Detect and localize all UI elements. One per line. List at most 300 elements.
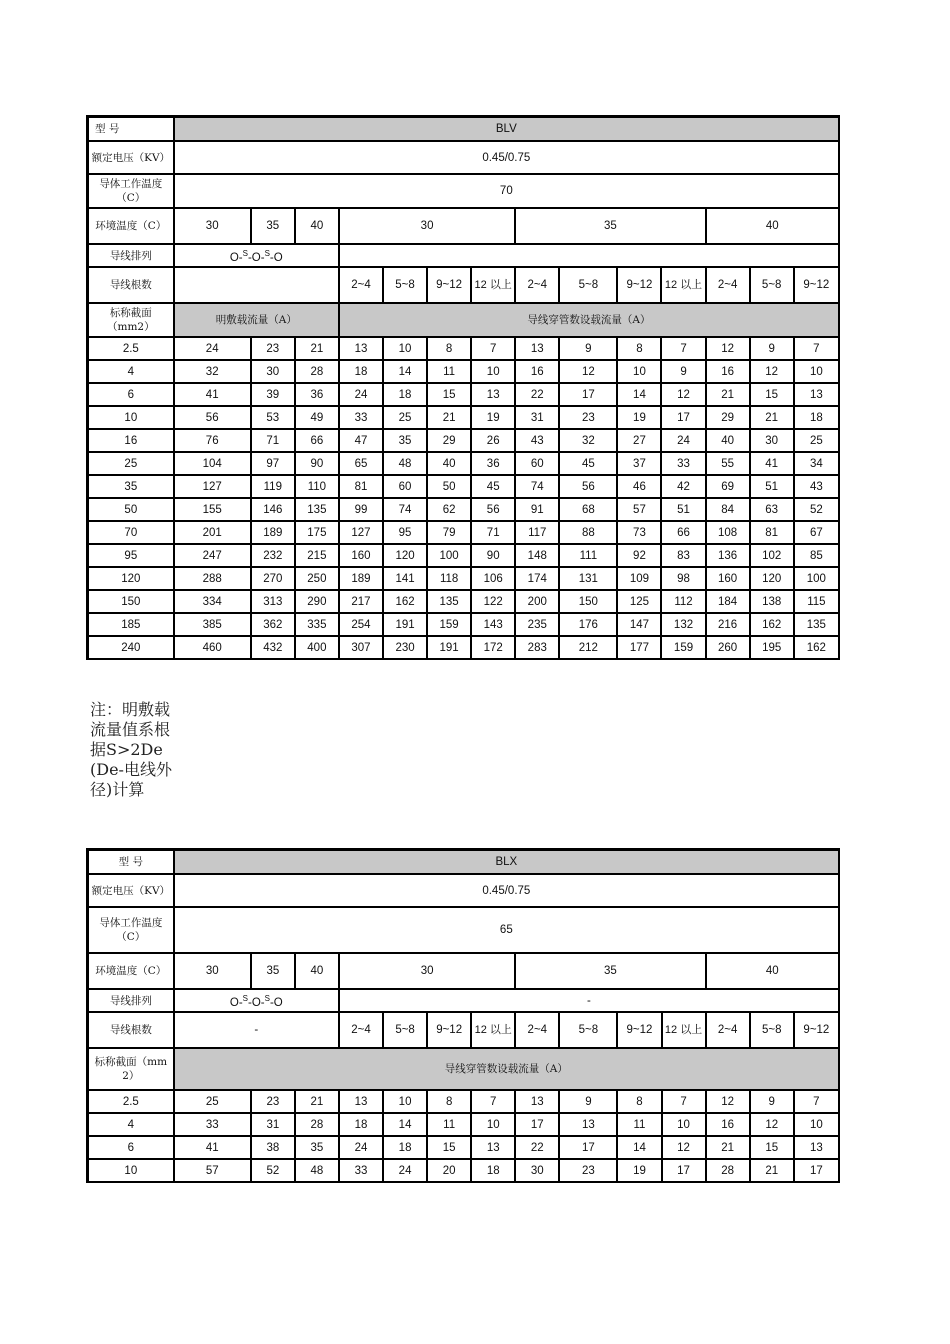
ampacity-cell: 12 xyxy=(706,1090,750,1113)
wire-count-cell: 9~12 xyxy=(427,267,471,303)
ampacity-cell: 110 xyxy=(295,475,339,498)
ampacity-cell: 127 xyxy=(339,521,383,544)
ampacity-cell: 66 xyxy=(661,521,705,544)
model-row xyxy=(88,117,840,142)
ampacity-cell: 33 xyxy=(339,1159,383,1182)
ampacity-cell: 14 xyxy=(617,1136,661,1159)
ampacity-cell: 30 xyxy=(515,1159,559,1182)
ampacity-cell: 26 xyxy=(471,429,515,452)
voltage-value: 0.45/0.75 xyxy=(174,874,839,907)
model-value: BLX xyxy=(174,850,839,875)
wire-count-cell: 2~4 xyxy=(339,1012,383,1048)
table-row xyxy=(88,360,840,383)
ampacity-cell: 11 xyxy=(427,360,471,383)
ampacity-cell: 10 xyxy=(662,1113,706,1136)
ampacity-cell: 10 xyxy=(794,360,839,383)
ambient-pipe-40: 40 xyxy=(706,208,839,244)
table-row xyxy=(88,636,840,659)
ampacity-cell: 400 xyxy=(295,636,339,659)
cross-section-cell: 10 xyxy=(88,406,174,429)
conductor-temp-label: 导体工作温度（C） xyxy=(88,907,174,953)
ampacity-cell: 84 xyxy=(706,498,750,521)
ampacity-cell: 25 xyxy=(794,429,839,452)
ampacity-cell: 290 xyxy=(295,590,339,613)
ampacity-cell: 57 xyxy=(617,498,661,521)
ampacity-cell: 60 xyxy=(515,452,559,475)
ampacity-cell: 25 xyxy=(383,406,427,429)
ampacity-cell: 18 xyxy=(339,1113,383,1136)
ampacity-cell: 67 xyxy=(794,521,839,544)
ampacity-cell: 92 xyxy=(617,544,661,567)
cross-section-cell: 16 xyxy=(88,429,174,452)
wire-count-label: 导线根数 xyxy=(88,267,174,303)
table-row xyxy=(88,1159,840,1182)
ampacity-cell: 23 xyxy=(251,337,295,360)
ampacity-cell: 22 xyxy=(515,383,559,406)
wire-count-cell: 5~8 xyxy=(750,267,794,303)
ampacity-cell: 177 xyxy=(617,636,661,659)
ampacity-cell: 12 xyxy=(559,360,617,383)
cross-section-cell: 2.5 xyxy=(88,337,174,360)
ampacity-cell: 283 xyxy=(515,636,559,659)
ampacity-cell: 174 xyxy=(515,567,559,590)
ampacity-cell: 63 xyxy=(750,498,794,521)
ampacity-cell: 115 xyxy=(794,590,839,613)
ampacity-cell: 81 xyxy=(339,475,383,498)
wire-count-cell: 5~8 xyxy=(559,1012,617,1048)
ampacity-cell: 65 xyxy=(339,452,383,475)
ampacity-cell: 8 xyxy=(617,337,661,360)
ambient-pipe-35: 35 xyxy=(515,953,705,989)
model-label: 型 号 xyxy=(88,117,174,142)
ampacity-cell: 7 xyxy=(794,337,839,360)
arrangement-row xyxy=(88,244,840,267)
pipe-header: 导线穿管数设载流量（A） xyxy=(339,303,839,337)
ampacity-cell: 191 xyxy=(383,613,427,636)
ampacity-cell: 18 xyxy=(339,360,383,383)
ampacity-cell: 24 xyxy=(661,429,705,452)
ampacity-cell: 40 xyxy=(427,452,471,475)
cross-section-cell: 6 xyxy=(88,383,174,406)
ampacity-cell: 10 xyxy=(471,1113,515,1136)
cross-section-cell: 50 xyxy=(88,498,174,521)
ampacity-cell: 127 xyxy=(174,475,251,498)
conductor-temp-value: 70 xyxy=(174,174,839,208)
ampacity-cell: 30 xyxy=(251,360,295,383)
table-row xyxy=(88,1113,840,1136)
ampacity-cell: 10 xyxy=(471,360,515,383)
ampacity-cell: 18 xyxy=(383,1136,427,1159)
ampacity-cell: 33 xyxy=(661,452,705,475)
voltage-row xyxy=(88,874,840,907)
section-header-row xyxy=(88,1048,840,1090)
ampacity-cell: 189 xyxy=(251,521,295,544)
wire-count-cell: 12 以上 xyxy=(661,267,705,303)
ampacity-cell: 32 xyxy=(559,429,617,452)
ampacity-cell: 254 xyxy=(339,613,383,636)
ampacity-cell: 52 xyxy=(794,498,839,521)
cross-section-cell: 2.5 xyxy=(88,1090,174,1113)
ampacity-cell: 13 xyxy=(339,337,383,360)
ampacity-cell: 155 xyxy=(174,498,251,521)
blv-spec-table xyxy=(86,115,840,660)
ampacity-cell: 49 xyxy=(295,406,339,429)
ampacity-cell: 8 xyxy=(617,1090,661,1113)
ampacity-cell: 38 xyxy=(251,1136,295,1159)
ampacity-cell: 10 xyxy=(617,360,661,383)
ampacity-cell: 69 xyxy=(706,475,750,498)
ampacity-cell: 21 xyxy=(295,1090,339,1113)
ampacity-cell: 125 xyxy=(617,590,661,613)
ampacity-cell: 7 xyxy=(794,1090,839,1113)
ampacity-cell: 24 xyxy=(339,383,383,406)
wire-count-label: 导线根数 xyxy=(88,1012,174,1048)
voltage-label: 额定电压（KV） xyxy=(88,874,174,907)
ampacity-cell: 71 xyxy=(471,521,515,544)
ampacity-cell: 13 xyxy=(559,1113,617,1136)
wire-count-cell: 5~8 xyxy=(750,1012,794,1048)
ampacity-cell: 27 xyxy=(617,429,661,452)
ampacity-cell: 160 xyxy=(339,544,383,567)
ampacity-cell: 135 xyxy=(295,498,339,521)
voltage-label: 额定电压（KV） xyxy=(88,141,174,174)
ampacity-cell: 135 xyxy=(427,590,471,613)
wire-count-cell: 9~12 xyxy=(427,1012,471,1048)
ampacity-cell: 162 xyxy=(794,636,839,659)
ampacity-cell: 12 xyxy=(750,360,794,383)
ampacity-cell: 335 xyxy=(295,613,339,636)
ambient-temp-label: 环境温度（C） xyxy=(88,953,174,989)
ambient-temp-row xyxy=(88,953,840,989)
cross-section-cell: 35 xyxy=(88,475,174,498)
ampacity-cell: 7 xyxy=(471,1090,515,1113)
ambient-open-30: 30 xyxy=(174,208,251,244)
ampacity-cell: 21 xyxy=(706,383,750,406)
ampacity-cell: 122 xyxy=(471,590,515,613)
cross-section-cell: 185 xyxy=(88,613,174,636)
ampacity-cell: 43 xyxy=(794,475,839,498)
voltage-value: 0.45/0.75 xyxy=(174,141,839,174)
ampacity-cell: 176 xyxy=(559,613,617,636)
ampacity-cell: 95 xyxy=(383,521,427,544)
ampacity-cell: 22 xyxy=(515,1136,559,1159)
ampacity-cell: 17 xyxy=(559,1136,617,1159)
cross-section-cell: 150 xyxy=(88,590,174,613)
ampacity-cell: 12 xyxy=(662,1136,706,1159)
ampacity-cell: 100 xyxy=(794,567,839,590)
ampacity-cell: 18 xyxy=(471,1159,515,1182)
ampacity-cell: 36 xyxy=(471,452,515,475)
table-row xyxy=(88,567,840,590)
wire-count-row xyxy=(88,1012,840,1048)
ampacity-cell: 74 xyxy=(383,498,427,521)
ampacity-cell: 212 xyxy=(559,636,617,659)
ampacity-cell: 41 xyxy=(750,452,794,475)
wire-count-cell: 2~4 xyxy=(515,267,559,303)
table-row xyxy=(88,498,840,521)
ampacity-cell: 13 xyxy=(515,337,559,360)
ampacity-cell: 13 xyxy=(471,1136,515,1159)
ampacity-cell: 21 xyxy=(750,406,794,429)
ampacity-cell: 85 xyxy=(794,544,839,567)
ampacity-cell: 74 xyxy=(515,475,559,498)
arrangement-pipe xyxy=(339,244,839,267)
ampacity-cell: 91 xyxy=(515,498,559,521)
ampacity-cell: 88 xyxy=(559,521,617,544)
cross-section-label: 标称截面（mm2） xyxy=(88,303,174,337)
ampacity-cell: 385 xyxy=(174,613,251,636)
ampacity-cell: 141 xyxy=(383,567,427,590)
ampacity-cell: 13 xyxy=(515,1090,559,1113)
ampacity-cell: 62 xyxy=(427,498,471,521)
ambient-open-40: 40 xyxy=(295,208,339,244)
ampacity-cell: 33 xyxy=(174,1113,251,1136)
ampacity-cell: 148 xyxy=(515,544,559,567)
ampacity-cell: 118 xyxy=(427,567,471,590)
ampacity-cell: 175 xyxy=(295,521,339,544)
ampacity-cell: 17 xyxy=(794,1159,839,1182)
ampacity-cell: 21 xyxy=(750,1159,794,1182)
ampacity-cell: 12 xyxy=(706,337,750,360)
ampacity-cell: 9 xyxy=(661,360,705,383)
ampacity-cell: 35 xyxy=(383,429,427,452)
table-row xyxy=(88,544,840,567)
ampacity-cell: 9 xyxy=(750,337,794,360)
ampacity-cell: 90 xyxy=(471,544,515,567)
ampacity-cell: 23 xyxy=(559,406,617,429)
ampacity-cell: 136 xyxy=(706,544,750,567)
ampacity-cell: 53 xyxy=(251,406,295,429)
arrangement-label: 导线排列 xyxy=(88,989,174,1012)
ampacity-cell: 232 xyxy=(251,544,295,567)
ampacity-cell: 288 xyxy=(174,567,251,590)
ampacity-cell: 18 xyxy=(794,406,839,429)
ampacity-cell: 43 xyxy=(515,429,559,452)
table-row xyxy=(88,429,840,452)
ampacity-cell: 52 xyxy=(251,1159,295,1182)
ampacity-cell: 150 xyxy=(559,590,617,613)
ampacity-cell: 28 xyxy=(295,360,339,383)
ampacity-cell: 146 xyxy=(251,498,295,521)
pipe-header: 导线穿管数设载流量（A） xyxy=(174,1048,839,1090)
ampacity-cell: 16 xyxy=(706,360,750,383)
conductor-temp-row xyxy=(88,907,840,953)
ampacity-cell: 90 xyxy=(295,452,339,475)
ampacity-cell: 201 xyxy=(174,521,251,544)
cross-section-cell: 6 xyxy=(88,1136,174,1159)
ampacity-cell: 17 xyxy=(559,383,617,406)
ampacity-cell: 162 xyxy=(383,590,427,613)
arrangement-open: O-$^S$-O-$^S$-O xyxy=(174,244,339,267)
cross-section-cell: 70 xyxy=(88,521,174,544)
ampacity-cell: 147 xyxy=(617,613,661,636)
ampacity-cell: 159 xyxy=(427,613,471,636)
ampacity-cell: 99 xyxy=(339,498,383,521)
ampacity-cell: 36 xyxy=(295,383,339,406)
ampacity-cell: 15 xyxy=(427,383,471,406)
ampacity-cell: 200 xyxy=(515,590,559,613)
ampacity-cell: 119 xyxy=(251,475,295,498)
ampacity-cell: 56 xyxy=(174,406,251,429)
model-value: BLV xyxy=(174,117,839,142)
ampacity-cell: 14 xyxy=(383,360,427,383)
ampacity-cell: 362 xyxy=(251,613,295,636)
ampacity-cell: 68 xyxy=(559,498,617,521)
ampacity-cell: 120 xyxy=(750,567,794,590)
table-row xyxy=(88,613,840,636)
ampacity-cell: 235 xyxy=(515,613,559,636)
ampacity-cell: 143 xyxy=(471,613,515,636)
ampacity-cell: 13 xyxy=(339,1090,383,1113)
wire-count-cell: 5~8 xyxy=(559,267,617,303)
ampacity-cell: 7 xyxy=(661,337,705,360)
cross-section-cell: 120 xyxy=(88,567,174,590)
ampacity-cell: 8 xyxy=(427,1090,471,1113)
table-row xyxy=(88,590,840,613)
ampacity-cell: 106 xyxy=(471,567,515,590)
ampacity-cell: 57 xyxy=(174,1159,251,1182)
ampacity-cell: 215 xyxy=(295,544,339,567)
cross-section-cell: 4 xyxy=(88,1113,174,1136)
ampacity-cell: 11 xyxy=(617,1113,661,1136)
ampacity-cell: 66 xyxy=(295,429,339,452)
wire-count-cell: 12 以上 xyxy=(471,267,515,303)
ampacity-cell: 28 xyxy=(706,1159,750,1182)
wire-count-cell: 5~8 xyxy=(383,1012,427,1048)
ampacity-cell: 17 xyxy=(662,1159,706,1182)
ampacity-cell: 83 xyxy=(661,544,705,567)
ampacity-cell: 29 xyxy=(706,406,750,429)
ambient-pipe-30: 30 xyxy=(339,953,515,989)
conductor-temp-row xyxy=(88,174,840,208)
ampacity-cell: 34 xyxy=(794,452,839,475)
section-header-row xyxy=(88,303,840,337)
ampacity-cell: 48 xyxy=(295,1159,339,1182)
ampacity-cell: 39 xyxy=(251,383,295,406)
model-row xyxy=(88,850,840,875)
ampacity-cell: 71 xyxy=(251,429,295,452)
ampacity-cell: 23 xyxy=(251,1090,295,1113)
ampacity-cell: 76 xyxy=(174,429,251,452)
ampacity-cell: 260 xyxy=(706,636,750,659)
ampacity-cell: 19 xyxy=(617,1159,661,1182)
ampacity-cell: 21 xyxy=(427,406,471,429)
ampacity-cell: 7 xyxy=(471,337,515,360)
ampacity-cell: 15 xyxy=(750,383,794,406)
ampacity-cell: 28 xyxy=(295,1113,339,1136)
ampacity-cell: 33 xyxy=(339,406,383,429)
arrangement-pipe: - xyxy=(339,989,839,1012)
table-row xyxy=(88,1136,840,1159)
wire-count-cell: 5~8 xyxy=(383,267,427,303)
conductor-temp-label: 导体工作温度（C） xyxy=(88,174,174,208)
cross-section-cell: 25 xyxy=(88,452,174,475)
ampacity-cell: 270 xyxy=(251,567,295,590)
ampacity-cell: 172 xyxy=(471,636,515,659)
ampacity-cell: 24 xyxy=(383,1159,427,1182)
ampacity-cell: 32 xyxy=(174,360,251,383)
ampacity-cell: 25 xyxy=(174,1090,251,1113)
ambient-pipe-30: 30 xyxy=(339,208,515,244)
wire-count-cell: 9~12 xyxy=(617,267,661,303)
ampacity-cell: 104 xyxy=(174,452,251,475)
ampacity-cell: 37 xyxy=(617,452,661,475)
wire-count-cell: 2~4 xyxy=(339,267,383,303)
ambient-temp-label: 环境温度（C） xyxy=(88,208,174,244)
ampacity-cell: 98 xyxy=(661,567,705,590)
ampacity-cell: 73 xyxy=(617,521,661,544)
wire-count-cell: 2~4 xyxy=(515,1012,559,1048)
ampacity-cell: 10 xyxy=(794,1113,839,1136)
ampacity-cell: 111 xyxy=(559,544,617,567)
ampacity-cell: 12 xyxy=(750,1113,794,1136)
ampacity-cell: 160 xyxy=(706,567,750,590)
wire-count-cell: 2~4 xyxy=(706,267,750,303)
ampacity-cell: 29 xyxy=(427,429,471,452)
ampacity-cell: 18 xyxy=(383,383,427,406)
ampacity-cell: 460 xyxy=(174,636,251,659)
ampacity-cell: 250 xyxy=(295,567,339,590)
wire-count-open: - xyxy=(174,1012,339,1048)
ampacity-cell: 307 xyxy=(339,636,383,659)
ampacity-cell: 138 xyxy=(750,590,794,613)
ampacity-cell: 247 xyxy=(174,544,251,567)
ampacity-cell: 195 xyxy=(750,636,794,659)
ampacity-cell: 135 xyxy=(794,613,839,636)
arrangement-label: 导线排列 xyxy=(88,244,174,267)
ampacity-cell: 31 xyxy=(515,406,559,429)
ampacity-cell: 19 xyxy=(471,406,515,429)
ampacity-cell: 15 xyxy=(427,1136,471,1159)
ampacity-cell: 108 xyxy=(706,521,750,544)
ampacity-cell: 23 xyxy=(559,1159,617,1182)
ampacity-cell: 216 xyxy=(706,613,750,636)
ampacity-cell: 13 xyxy=(794,1136,839,1159)
ampacity-cell: 9 xyxy=(559,337,617,360)
ampacity-cell: 131 xyxy=(559,567,617,590)
ampacity-cell: 191 xyxy=(427,636,471,659)
ambient-open-35: 35 xyxy=(251,208,295,244)
ambient-pipe-40: 40 xyxy=(706,953,839,989)
ampacity-cell: 189 xyxy=(339,567,383,590)
ampacity-cell: 55 xyxy=(706,452,750,475)
blx-spec-table xyxy=(86,848,840,1183)
cross-section-cell: 95 xyxy=(88,544,174,567)
wire-count-cell: 12 以上 xyxy=(471,1012,515,1048)
ampacity-cell: 16 xyxy=(706,1113,750,1136)
ampacity-cell: 56 xyxy=(471,498,515,521)
ampacity-cell: 31 xyxy=(251,1113,295,1136)
ampacity-cell: 112 xyxy=(661,590,705,613)
open-header: 明敷载流量（A） xyxy=(174,303,339,337)
ampacity-cell: 42 xyxy=(661,475,705,498)
table-row xyxy=(88,521,840,544)
cross-section-label: 标称截面（mm 2） xyxy=(88,1048,174,1090)
cross-section-cell: 4 xyxy=(88,360,174,383)
ambient-open-35: 35 xyxy=(251,953,295,989)
cross-section-cell: 240 xyxy=(88,636,174,659)
ampacity-cell: 24 xyxy=(339,1136,383,1159)
ampacity-cell: 230 xyxy=(383,636,427,659)
ampacity-cell: 100 xyxy=(427,544,471,567)
wire-count-cell: 9~12 xyxy=(617,1012,661,1048)
ambient-pipe-35: 35 xyxy=(515,208,705,244)
ampacity-cell: 432 xyxy=(251,636,295,659)
ampacity-cell: 24 xyxy=(174,337,251,360)
wire-count-row xyxy=(88,267,840,303)
ampacity-cell: 11 xyxy=(427,1113,471,1136)
ambient-open-30: 30 xyxy=(174,953,251,989)
